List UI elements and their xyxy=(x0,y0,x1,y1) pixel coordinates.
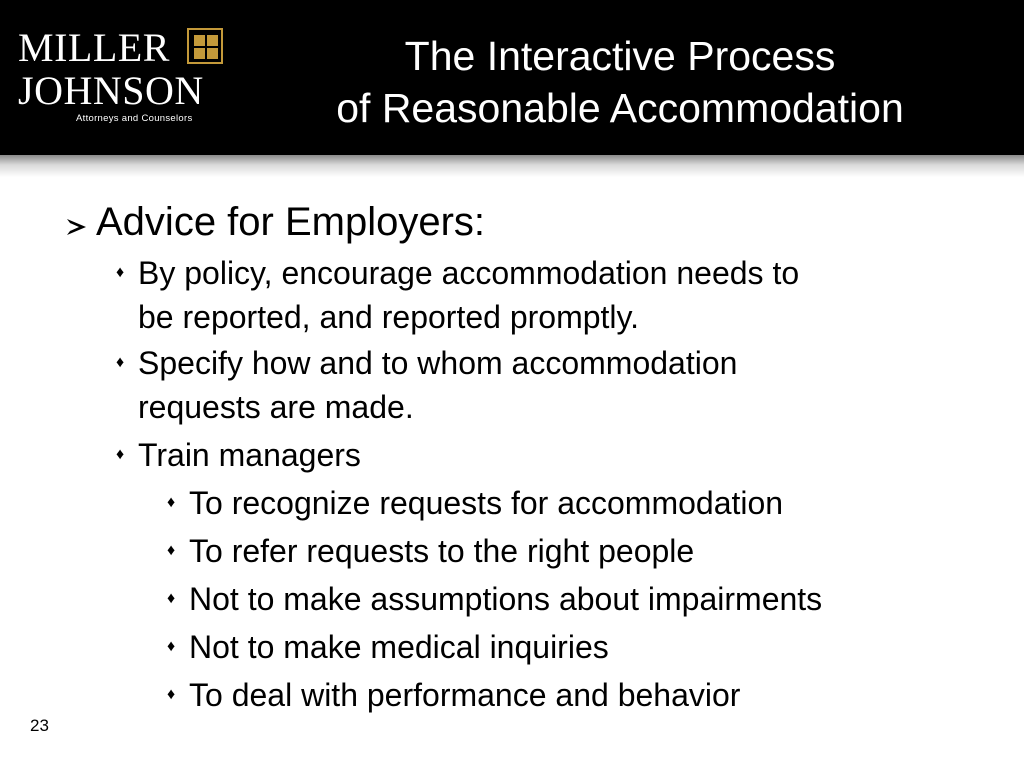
arrowhead-bullet-icon xyxy=(64,214,90,240)
slide-title-line-2: of Reasonable Accommodation xyxy=(336,85,904,131)
sub-item-2: To refer requests to the right people xyxy=(189,533,695,569)
bullet-item-2-line-2: requests are made. xyxy=(138,389,414,425)
diamond-bullet-icon: ♦ xyxy=(167,494,176,511)
diamond-bullet-icon: ♦ xyxy=(167,638,176,655)
page-number: 23 xyxy=(30,716,49,735)
header-shadow xyxy=(0,155,1024,177)
diamond-bullet-icon: ♦ xyxy=(116,354,125,371)
diamond-bullet-icon: ♦ xyxy=(167,590,176,607)
logo-word-miller: MILLER xyxy=(18,25,170,70)
diamond-bullet-icon: ♦ xyxy=(116,446,125,463)
miller-johnson-logo xyxy=(18,24,228,128)
logo-square-icon xyxy=(187,28,223,64)
logo-tagline: Attorneys and Counselors xyxy=(76,113,193,124)
sub-item-4: Not to make medical inquiries xyxy=(189,629,609,665)
slide-title xyxy=(250,30,990,134)
bullet-item-2-line-1: Specify how and to whom accommodation xyxy=(138,345,738,381)
diamond-bullet-icon: ♦ xyxy=(167,686,176,703)
logo-word-johnson: JOHNSON xyxy=(18,68,204,113)
diamond-bullet-icon: ♦ xyxy=(167,542,176,559)
bullet-item-3: Train managers xyxy=(138,437,361,473)
sub-item-5: To deal with performance and behavior xyxy=(189,677,741,713)
diamond-bullet-icon: ♦ xyxy=(116,264,125,281)
bullet-item-1-line-1: By policy, encourage accommodation needs to xyxy=(138,255,800,291)
slide-title-line-1: The Interactive Process xyxy=(404,33,836,79)
bullet-item-1-line-2: be reported, and reported promptly. xyxy=(138,299,640,335)
sub-item-3: Not to make assumptions about impairments xyxy=(189,581,823,617)
heading-advice-for-employers: Advice for Employers: xyxy=(96,200,486,244)
header-bar xyxy=(0,0,1024,155)
sub-item-1: To recognize requests for accommodation xyxy=(189,485,784,521)
